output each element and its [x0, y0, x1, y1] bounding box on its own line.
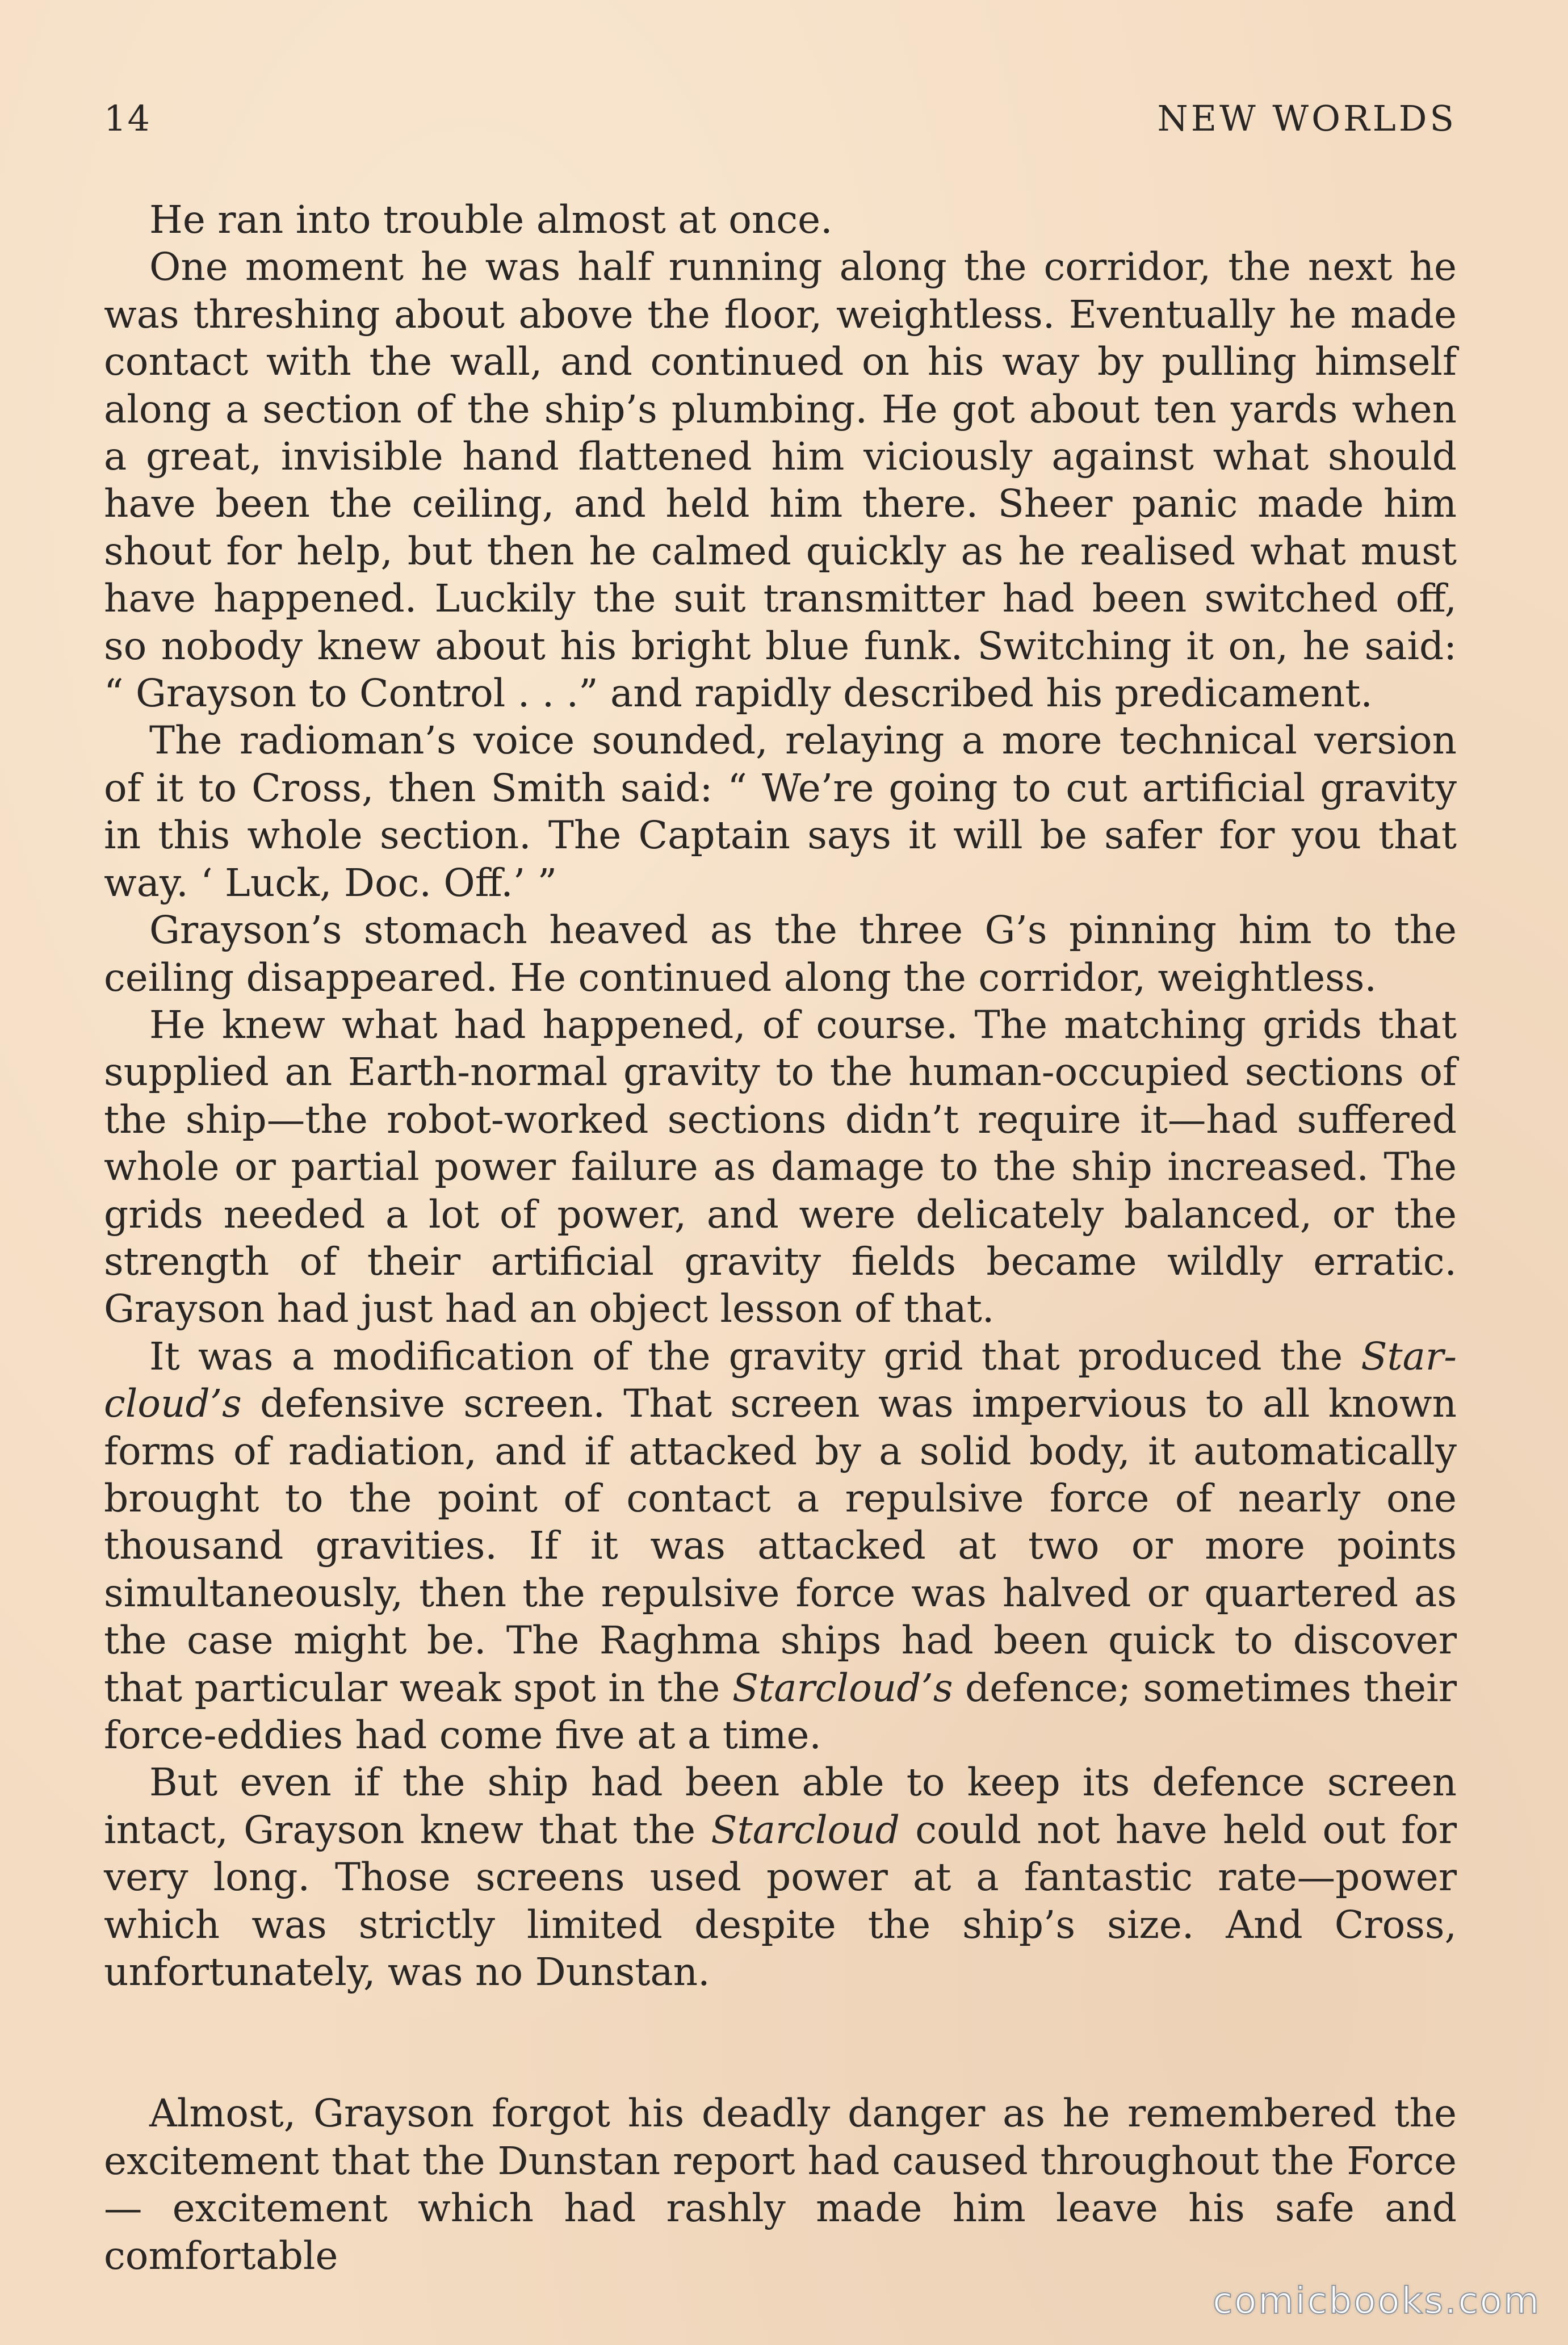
paragraph-1-text: He ran into trouble almost at once. — [149, 197, 833, 242]
paragraph-5 — [104, 1001, 1457, 1333]
site-watermark: comicbooks.com — [1212, 2280, 1541, 2322]
paragraph-5-text: He knew what had happened, of course. The matching grids that supplied an Earth-normal gravity to the human-occupied sections of the ship—the robot-worked sections didn’t require it—had suffered whole or partial power failure as damage to the ship increased. The grids needed a lot of power, and were delicately balanced, or the strength of their artificial gravity fields became wildly erratic. Grayson had just had an object lesson of that. — [104, 1002, 1457, 1331]
page-number: 14 — [104, 98, 151, 139]
ship-name-italic: Starcloud’s — [104, 1333, 1457, 1426]
paragraph-2 — [104, 243, 1457, 717]
paragraph-6-text-a: It was a modification of the gravity grid that produced the — [149, 1333, 1361, 1379]
paragraph-6-text-c: defence; sometimes their force-eddies had come five at a time. — [104, 1665, 1457, 1757]
paragraph-4 — [104, 906, 1457, 1001]
paragraph-4-text: Grayson’s stomach heaved as the three G’s pinning him to the ceiling disappeared. He continued along the corridor, weightless. — [104, 907, 1457, 1000]
paragraph-8-text: Almost, Grayson forgot his deadly danger as he remembered the excitement that the Dunstan report had caused throughout the Force— excitement which had rashly made him leave his safe and comfortable — [104, 2091, 1457, 2278]
running-head: NEW WORLDS — [1157, 98, 1457, 139]
paragraph-7-text-b: could not have held out for very long. Those screens used power at a fantastic rate—power which was strictly limited despite the ship’s size. And Cross, unfortunately, was no Dunstan. — [104, 1807, 1457, 1995]
paragraph-6-text-b: defensive screen. That screen was impervious to all known forms of radiation, and if attacked by a solid body, it automatically brought to the point of contact a repulsive force of nearly one thousand gravities. If it was attacked at two or more points simultaneously, then the repulsive force was halved or quartered as the case might be. The Raghma ships had been quick to discover that particular weak spot in the — [104, 1381, 1457, 1710]
paragraph-7-text-a: But even if the ship had been able to keep its defence screen intact, Grayson knew that the — [104, 1760, 1457, 1852]
ship-name-italic: Starcloud’s — [732, 1665, 953, 1710]
page-header — [104, 98, 1457, 149]
paragraph-2-text: One moment he was half running along the corridor, the next he was threshing about above the floor, weightless. Eventually he made contact with the wall, and continued on his way by pulling himself along a section of the ship’s plumbing. He got about ten yards when a great, invisible hand flattened him viciously against what should have been the ceiling, and held him there. Sheer panic made him shout for help, but then he calmed quickly as he realised what must have happened. Luckily the suit transmitter had been switched off, so nobody knew about his bright blue funk. Switching it on, he said: “ Grayson to Control . . .” and rapidly described his predicament. — [104, 244, 1457, 716]
ship-name-italic: Starcloud — [711, 1807, 900, 1852]
paragraph-3-text: The radioman’s voice sounded, relaying a more technical version of it to Cross, then Smith said: “ We’re going to cut artificial gravity in this whole section. The Captain says it will be safer for you that way. ‘ Luck, Doc. Off.’ ” — [104, 718, 1457, 905]
body-text — [104, 196, 1457, 2279]
paragraph-6 — [104, 1333, 1457, 1759]
paragraph-1 — [104, 196, 1457, 243]
paragraph-8 — [104, 2089, 1457, 2279]
paragraph-3 — [104, 717, 1457, 906]
paragraph-7 — [104, 1758, 1457, 1995]
